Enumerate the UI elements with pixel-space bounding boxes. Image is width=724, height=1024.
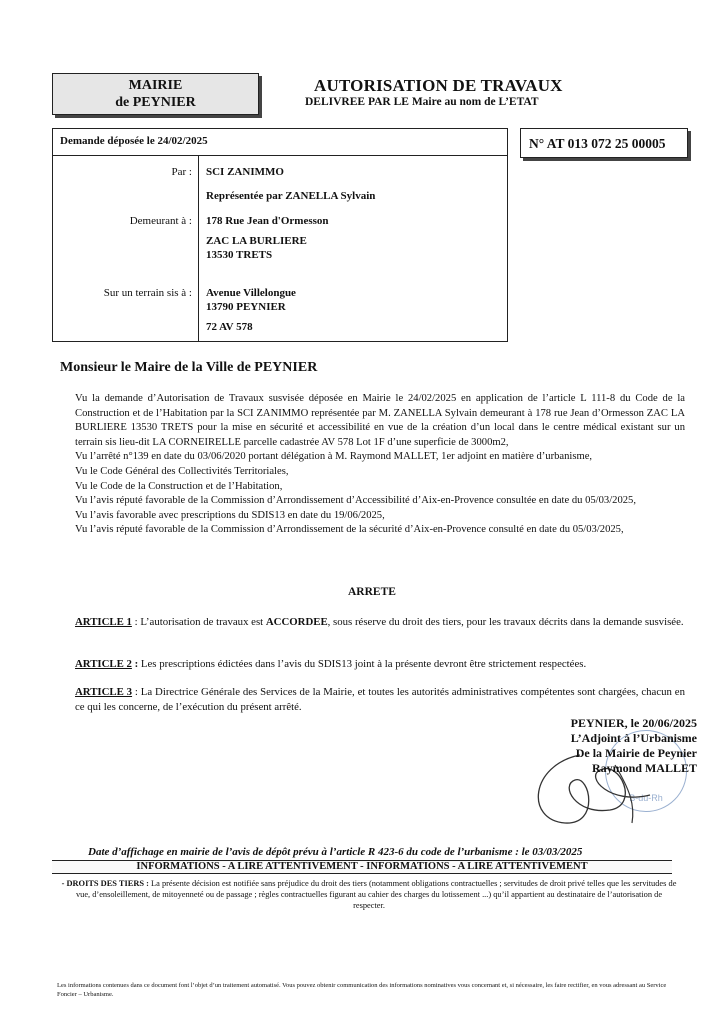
- article-1-text-b: , sous réserve du droit des tiers, pour les travaux décrits dans la demande susvisée.: [327, 616, 684, 628]
- visa-line-2: Vu l’arrêté n°139 en date du 03/06/2020 portant délégation à M. Raymond MALLET, 1er adjoint en matière d’urbanisme,: [75, 451, 593, 463]
- deposit-date: Demande déposée le 24/02/2025: [60, 135, 208, 147]
- demeurant-label: Demeurant à :: [129, 215, 192, 227]
- article-1-text-a: L’autorisation de travaux est: [140, 616, 266, 628]
- article-1-sep: :: [131, 616, 141, 628]
- addressee: Monsieur le Maire de la Ville de PEYNIER: [60, 360, 318, 375]
- document-title: AUTORISATION DE TRAVAUX: [314, 76, 563, 95]
- visa-line-6: Vu l’avis favorable avec prescriptions du SDIS13 en date du 19/06/2025,: [75, 509, 385, 521]
- terrain-label: Sur un terrain sis à :: [103, 287, 192, 299]
- address-line3: 13530 TRETS: [206, 249, 273, 261]
- article-2-sep: :: [131, 658, 141, 670]
- mairie-box: [52, 73, 259, 115]
- parcel-ref: 72 AV 578: [206, 321, 253, 333]
- mairie-line2: de PEYNIER: [115, 95, 196, 110]
- article-2-text: Les prescriptions édictées dans l’avis du SDIS13 joint à la présente devront être strictement respectées.: [140, 658, 587, 670]
- signature-role-1: L’Adjoint à l’Urbanisme: [570, 731, 697, 745]
- document-subtitle: DELIVREE PAR LE Maire au nom de L’ETAT: [305, 96, 539, 108]
- article-2: [75, 657, 685, 672]
- visa-line-4: Vu le Code de la Construction et de l’Habitation,: [75, 480, 283, 492]
- terrain-line1: Avenue Villelongue: [206, 287, 296, 299]
- stamp-text: B-du-Rh: [629, 793, 663, 803]
- arrete-heading: ARRETE: [348, 586, 396, 598]
- terrain-line2: 13790 PEYNIER: [206, 301, 286, 313]
- third-party-rights: [60, 878, 678, 911]
- affichage-date: Date d’affichage en mairie de l’avis de dépôt prévu à l’article R 423-6 du code de l’urbanisme : le 03/03/2025: [88, 846, 583, 858]
- article-2-label: ARTICLE 2: [75, 658, 132, 670]
- legal-notice: Les informations contenues dans ce document font l’objet d’un traitement automatisé. Vous pouvez obtenir communication des informations nominatives vous concernant et, si nécessaire, les faire rectifier, en vous adressant au Service Foncier – Urbanisme.: [57, 982, 667, 998]
- request-divider: [198, 156, 199, 342]
- info-banner: INFORMATIONS - A LIRE ATTENTIVEMENT - INFORMATIONS - A LIRE ATTENTIVEMENT: [52, 860, 672, 874]
- signature-place-date: PEYNIER, le 20/06/2025: [570, 716, 697, 730]
- applicant-representative: Représentée par ZANELLA Sylvain: [206, 190, 376, 202]
- visa-block: [75, 392, 685, 538]
- droits-text: La présente décision est notifiée sans préjudice du droit des tiers (notamment obligations contractuelles ; servitudes de droit privé telles que les servitudes de vue, d’ensoleillement, de mitoyenneté ou de passage ; règles contractuelles figurant au cahier des charges du lotissement ...) qu’il appartient au destinataire de l’autorisation de respecter.: [75, 879, 677, 910]
- article-3: [75, 685, 685, 714]
- mairie-line1: MAIRIE: [128, 78, 183, 93]
- article-3-label: ARTICLE 3: [75, 686, 133, 698]
- article-1-label: ARTICLE 1: [75, 616, 132, 628]
- visa-line-5: Vu l’avis réputé favorable de la Commission d’Arrondissement d’Accessibilité d’Aix-en-Provence consultée en date du 05/03/2025,: [75, 495, 636, 507]
- par-label: Par :: [171, 166, 192, 178]
- droits-label: - DROITS DES TIERS :: [61, 879, 149, 888]
- signature-role-2: De la Mairie de Peynier: [575, 746, 697, 760]
- permit-number: N° AT 013 072 25 00005: [520, 128, 688, 158]
- visa-paragraph-1: Vu la demande d’Autorisation de Travaux susvisée déposée en Mairie le 24/02/2025 en application de l’article L 111-8 du Code de la Construction et de l’Habitation par la SCI ZANIMMO représentée par M. ZANELLA Sylvain demeurant à 178 rue Jean d’Ormesson ZAC LA BURLIERE 13530 TRETS pour la mise en sécurité et accessibilité en vue de la création d’un local dans le centre médical existant sur un terrain sis lieu-dit LA CORNEIRELLE parcelle cadastrée AV 578 Lot 1F d’une superficie de 3000m2,: [75, 393, 685, 448]
- request-header: [52, 128, 508, 156]
- visa-line-3: Vu le Code Général des Collectivités Territoriales,: [75, 465, 289, 477]
- article-1-decision: ACCORDEE: [265, 616, 328, 628]
- address-line2: ZAC LA BURLIERE: [206, 235, 307, 247]
- visa-line-7: Vu l’avis réputé favorable de la Commission d’Arrondissement de la sécurité d’Aix-en-Provence consulté en date du 05/03/2025,: [75, 524, 624, 536]
- article-1: [75, 615, 685, 630]
- article-3-sep: :: [132, 686, 141, 698]
- applicant-name: SCI ZANIMMO: [206, 166, 284, 178]
- article-3-text: La Directrice Générale des Services de la Mairie, et toutes les autorités administratives compétentes sont chargées, chacun en ce qui les concerne, de l’exécution du présent arrêté.: [75, 686, 685, 713]
- signatory-name: Raymond MALLET: [591, 761, 697, 775]
- address-line1: 178 Rue Jean d'Ormesson: [206, 215, 329, 227]
